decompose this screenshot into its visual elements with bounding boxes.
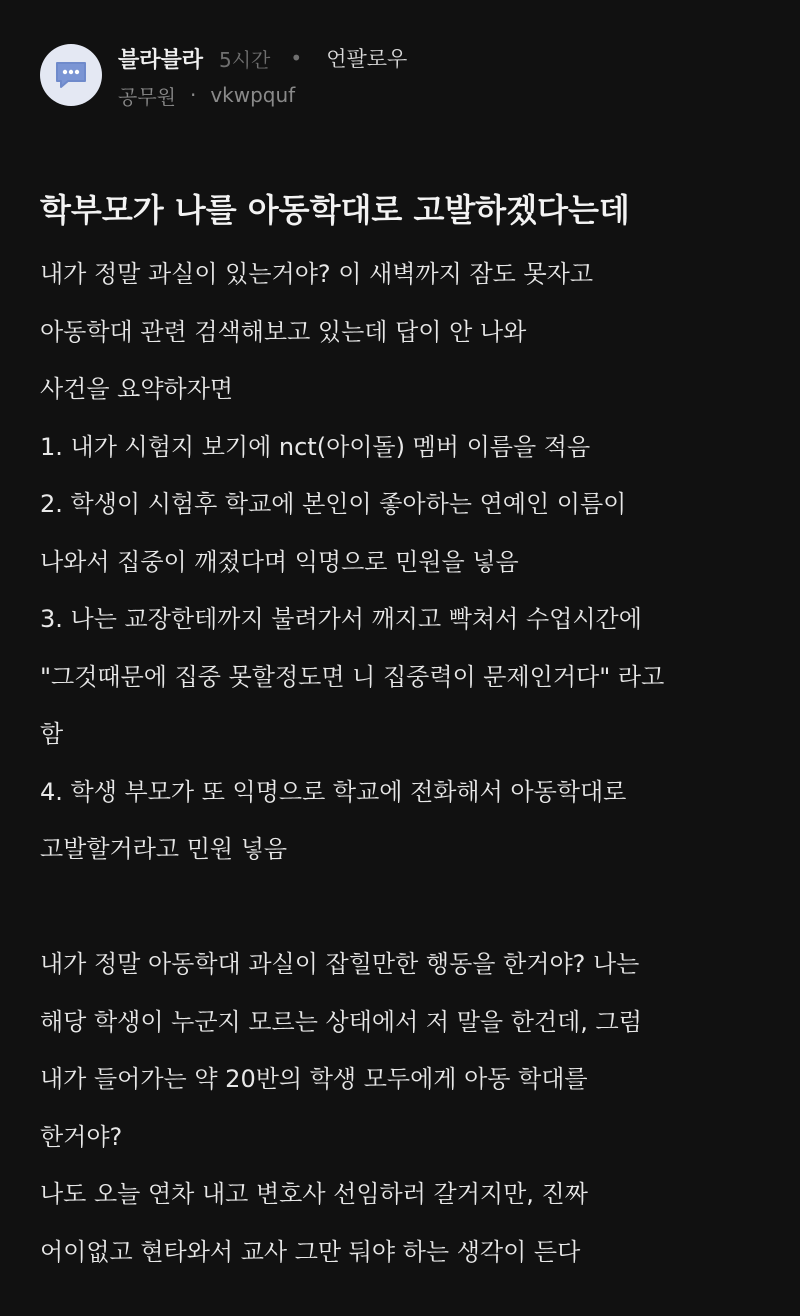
body-line: 나도 오늘 연차 내고 변호사 선임하러 갈거지만, 진짜 [40, 1180, 588, 1208]
username: vkwpquf [210, 83, 296, 107]
body-line: 4. 학생 부모가 또 익명으로 학교에 전화해서 아동학대로 [40, 777, 627, 806]
chat-bubble-icon [54, 60, 88, 90]
unfollow-button[interactable]: 언팔로우 [326, 47, 408, 71]
body-line: 내가 정말 아동학대 과실이 잡힐만한 행동을 한거야? 나는 [40, 950, 640, 978]
body-line: 함 [40, 720, 64, 748]
body-line: 사건을 요약하자면 [40, 375, 234, 403]
body-line: 내가 들어가는 약 20반의 학생 모두에게 아동 학대를 [40, 1065, 588, 1093]
body-line: 아동학대 관련 검색해보고 있는데 답이 안 나와 [40, 317, 527, 346]
meta-separator: · [189, 83, 197, 107]
blank-line [40, 879, 770, 937]
body-line: 3. 나는 교장한테까지 불려가서 깨지고 빡쳐서 수업시간에 [40, 605, 642, 633]
author-line [118, 44, 407, 72]
body-line: "그것때문에 집중 못할정도면 니 집중력이 문제인거다" 라고 [40, 662, 665, 691]
body-line: 해당 학생이 누군지 모르는 상태에서 저 말을 한건데, 그럼 [40, 1007, 642, 1036]
author-meta [118, 82, 295, 108]
body-line: 나와서 집중이 깨졌다며 익명으로 민원을 넣음 [40, 547, 519, 576]
body-line: 고발할거라고 민원 넣음 [40, 835, 288, 863]
post-header [40, 44, 760, 108]
post-title: 학부모가 나를 아동학대로 고발하겠다는데 [40, 191, 630, 229]
company-name: 공무원 [118, 84, 176, 109]
body-line: 2. 학생이 시험후 학교에 본인이 좋아하는 연예인 이름이 [40, 490, 627, 518]
body-line: 어이없고 현타와서 교사 그만 둬야 하는 생각이 든다 [40, 1237, 581, 1266]
post-body [40, 246, 770, 1281]
author-name[interactable]: 블라블라 [118, 47, 204, 73]
post-time: 5시간 [219, 47, 271, 72]
avatar[interactable] [40, 44, 102, 106]
body-line: 한거야? [40, 1122, 123, 1151]
body-line: 내가 정말 과실이 있는거야? 이 새벽까지 잠도 못자고 [40, 260, 594, 288]
body-line: 1. 내가 시험지 보기에 nct(아이돌) 멤버 이름을 적음 [40, 432, 591, 461]
meta-dot: • [290, 46, 303, 70]
